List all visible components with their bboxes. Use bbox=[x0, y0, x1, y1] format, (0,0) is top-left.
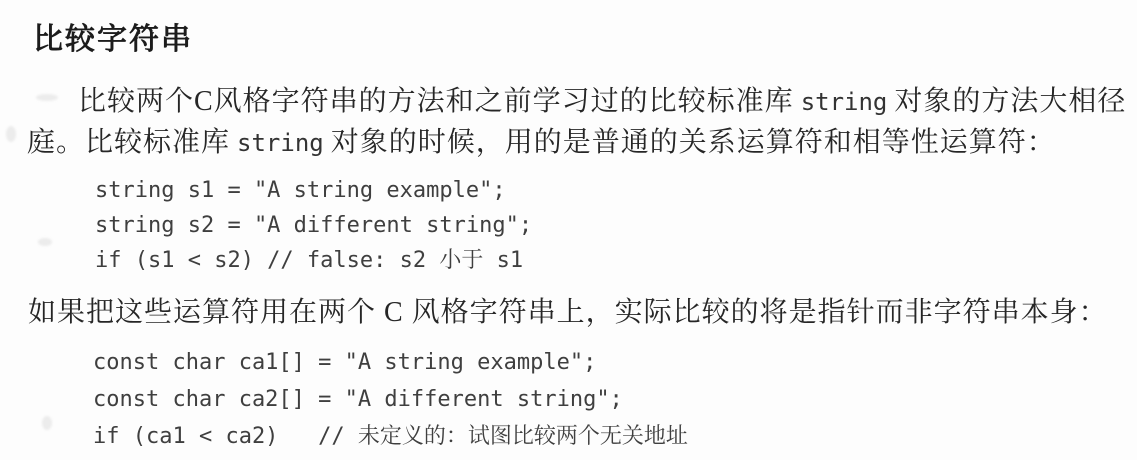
paragraph-2: 如果把这些运算符用在两个 C 风格字符串上，实际比较的将是指针而非字符串本身： bbox=[28, 297, 1108, 328]
code-line: string s1 = "A string example"; bbox=[95, 178, 506, 203]
inline-code-string: string bbox=[237, 129, 324, 157]
scan-smudge bbox=[38, 238, 52, 246]
code-line: string s2 = "A different string"; bbox=[95, 213, 533, 238]
code-line: if (ca1 < ca2) // 未定义的：试图比较两个无关地址 bbox=[93, 424, 688, 449]
scan-smudge bbox=[36, 94, 58, 101]
code-block-char-array-compare bbox=[93, 344, 688, 455]
scan-smudge bbox=[6, 126, 16, 142]
code-line: if (s1 < s2) // false: s2 小于 s1 bbox=[95, 248, 524, 273]
paragraph-1-line-2 bbox=[27, 120, 1056, 160]
paragraph-text: 庭。比较标准库 bbox=[27, 127, 231, 158]
scan-smudge bbox=[42, 416, 52, 430]
paragraph-1-line-1 bbox=[78, 79, 1126, 119]
code-line: const char ca1[] = "A string example"; bbox=[93, 350, 597, 375]
paragraph-text: 对象的方法大相径 bbox=[894, 86, 1127, 117]
paragraph-text: 比较两个C风格字符串的方法和之前学习过的比较标准库 bbox=[78, 86, 794, 117]
paragraph-text: 对象的时候，用的是普通的关系运算符和相等性运算符： bbox=[330, 127, 1056, 158]
code-block-string-compare bbox=[95, 173, 532, 278]
inline-code-string: string bbox=[800, 88, 888, 116]
section-heading: 比较字符串 bbox=[33, 23, 193, 56]
code-line: const char ca2[] = "A different string"; bbox=[93, 387, 623, 412]
